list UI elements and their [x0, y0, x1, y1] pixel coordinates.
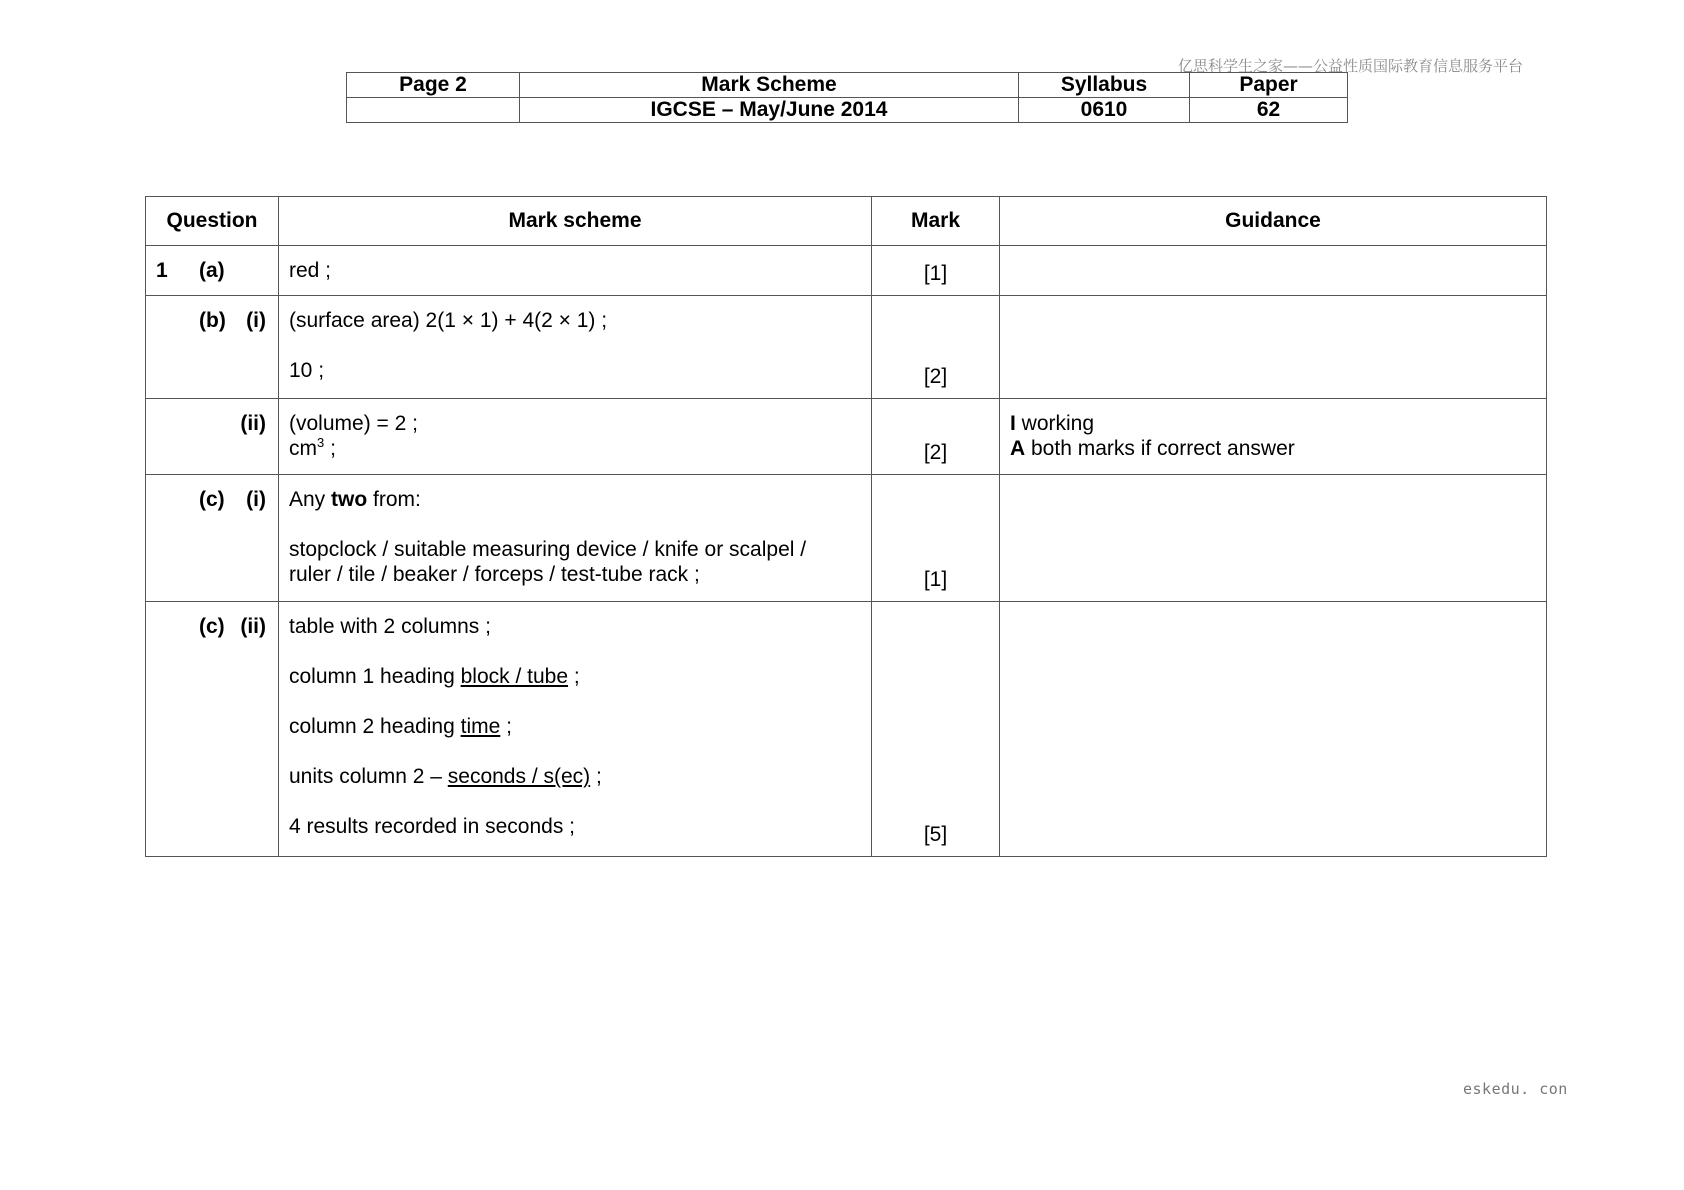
mark-value: [5]	[923, 823, 948, 846]
col-question-header: Question	[146, 197, 279, 246]
question-subpart: (i)	[246, 309, 266, 332]
scheme-line: ruler / tile / beaker / forceps / test-tube rack ;	[289, 563, 700, 586]
table-row	[146, 399, 1547, 475]
header-page-label: Page 2	[347, 73, 520, 98]
mark-scheme-table	[145, 196, 1547, 857]
guidance-cell	[1000, 602, 1547, 857]
scheme-line: 4 results recorded in seconds ;	[289, 815, 575, 838]
scheme-line: column 2 heading time ;	[289, 715, 512, 738]
scheme-line: $cm^3$ ;	[289, 435, 336, 460]
scheme-line: (surface area) 2(1 × 1) + 4(2 × 1) ;	[289, 309, 608, 332]
header-title: Mark Scheme	[520, 73, 1019, 98]
question-cell	[146, 246, 279, 296]
mark-cell	[872, 475, 1000, 602]
mark-scheme-cell	[279, 246, 872, 296]
mark-scheme-cell	[279, 399, 872, 475]
scheme-line: column 1 heading block / tube ;	[289, 665, 580, 688]
question-part: (b)	[199, 309, 226, 332]
question-subpart: (ii)	[240, 615, 266, 638]
guidance-cell	[1000, 296, 1547, 399]
question-cell	[146, 399, 279, 475]
scheme-line: Any two from:	[289, 488, 421, 511]
watermark-text: 亿思科学生之家——公益性质国际教育信息服务平台	[1178, 57, 1524, 75]
guidance-cell	[1000, 399, 1547, 475]
question-part: (a)	[199, 259, 225, 282]
question-cell	[146, 296, 279, 399]
mark-cell	[872, 602, 1000, 857]
mark-value: [1]	[923, 262, 948, 285]
mark-cell	[872, 399, 1000, 475]
mark-scheme-cell	[279, 296, 872, 399]
header-paper-label: Paper	[1190, 73, 1348, 98]
scheme-line: stopclock / suitable measuring device / knife or scalpel /	[289, 538, 807, 561]
guidance-line: A both marks if correct answer	[1010, 437, 1295, 460]
question-cell	[146, 475, 279, 602]
mark-value: [1]	[923, 568, 948, 591]
table-header-row	[146, 197, 1547, 246]
mark-scheme-cell	[279, 602, 872, 857]
col-guidance-header: Guidance	[1000, 197, 1547, 246]
scheme-line: red ;	[289, 259, 332, 282]
header-paper-value: 62	[1190, 98, 1348, 123]
header-syllabus-label: Syllabus	[1019, 73, 1190, 98]
mark-value: [2]	[923, 365, 948, 388]
scheme-line: units column 2 – seconds / s(ec) ;	[289, 765, 602, 788]
col-mark-header: Mark	[872, 197, 1000, 246]
question-number: 1	[156, 259, 168, 282]
table-row	[146, 296, 1547, 399]
question-part: (c)	[199, 488, 225, 511]
col-mark-scheme-header: Mark scheme	[279, 197, 872, 246]
question-subpart: (ii)	[240, 412, 266, 435]
table-row	[146, 475, 1547, 602]
scheme-line: table with 2 columns ;	[289, 615, 491, 638]
table-row	[146, 246, 1547, 296]
header-subtitle: IGCSE – May/June 2014	[520, 98, 1019, 123]
header-syllabus-value: 0610	[1019, 98, 1190, 123]
footer-watermark: eskedu. con	[1463, 1080, 1568, 1098]
question-cell	[146, 602, 279, 857]
question-subpart: (i)	[246, 488, 266, 511]
guidance-cell	[1000, 475, 1547, 602]
mark-scheme-cell	[279, 475, 872, 602]
scheme-line: (volume) = 2 ;	[289, 412, 418, 435]
mark-value: [2]	[923, 441, 948, 464]
guidance-cell	[1000, 246, 1547, 296]
mark-cell	[872, 296, 1000, 399]
scheme-line: 10 ;	[289, 359, 325, 382]
header-page-value	[347, 98, 520, 123]
table-row	[146, 602, 1547, 857]
guidance-line: I working	[1010, 412, 1095, 435]
mark-cell	[872, 246, 1000, 296]
header-table	[346, 72, 1348, 123]
question-part: (c)	[199, 615, 225, 638]
